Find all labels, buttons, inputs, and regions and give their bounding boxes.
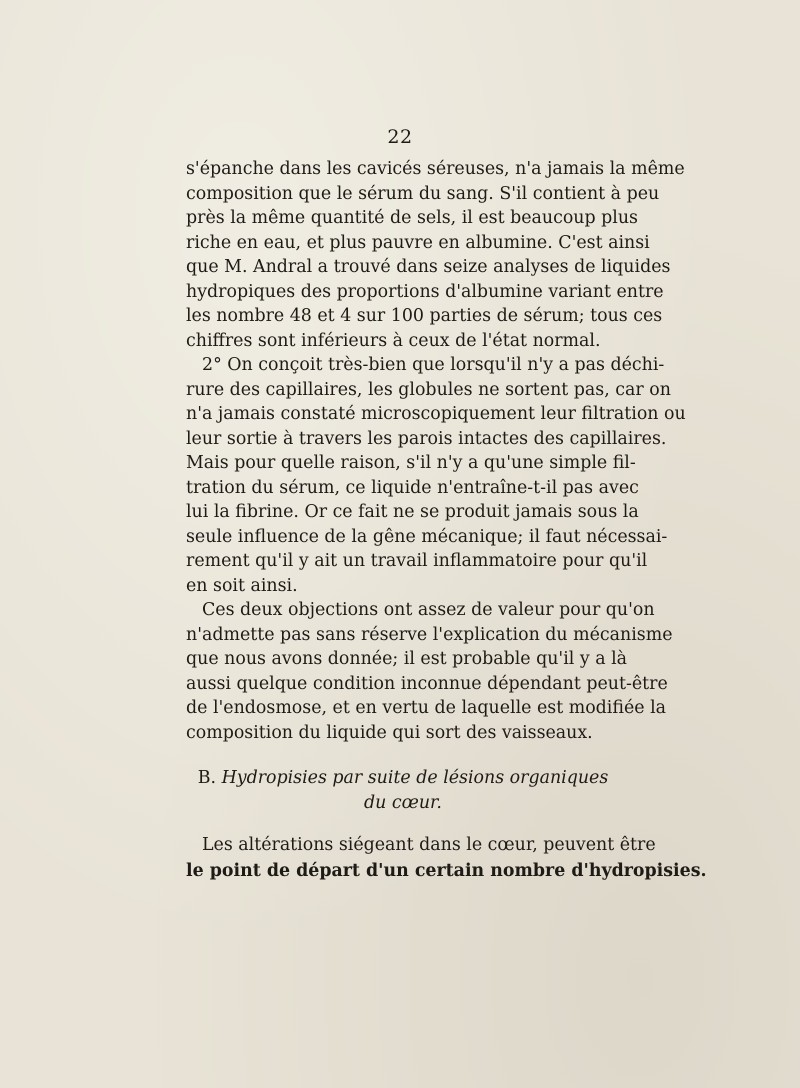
paragraph-2 <box>186 353 686 598</box>
section-heading <box>186 766 620 815</box>
paragraph-3 <box>186 598 673 745</box>
text-line: n'a jamais constaté microscopiquement leur filtration ou <box>186 404 686 424</box>
text-line: de l'endosmose, et en vertu de laquelle est modifiée la <box>186 698 667 718</box>
text-line: Les altérations siégeant dans le cœur, peuvent être <box>202 835 656 855</box>
body-text <box>186 157 686 745</box>
text-line: Ces deux objections ont assez de valeur pour qu'on <box>202 600 655 620</box>
heading-prefix: B. <box>197 768 217 788</box>
heading-line-2: du cœur. <box>364 792 442 813</box>
text-line: rement qu'il y ait un travail inflammatoire pour qu'il <box>186 551 648 571</box>
paragraph-1 <box>186 157 685 353</box>
text-line: près la même quantité de sels, il est beaucoup plus <box>186 208 638 228</box>
text-line: lui la fibrine. Or ce fait ne se produit jamais sous la <box>186 502 639 522</box>
text-line: hydropiques des proportions d'albumine variant entre <box>186 281 664 302</box>
text-line: 2° On conçoit très-bien que lorsqu'il n'y a pas déchi- <box>202 355 665 375</box>
text-line: les nombre 48 et 4 sur 100 parties de sérum; tous ces <box>186 306 663 326</box>
text-line: aussi quelque condition inconnue dépendant peut-être <box>186 673 668 694</box>
text-line: n'admette pas sans réserve l'explication du mécanisme <box>186 624 673 645</box>
text-line: en soit ainsi. <box>186 575 298 596</box>
text-line: rure des capillaires, les globules ne sortent pas, car on <box>186 379 671 400</box>
text-line: leur sortie à travers les parois intactes des capillaires. <box>186 428 667 449</box>
heading-line-1 <box>186 766 620 791</box>
heading-title: Hydropisies par suite de lésions organiques <box>221 768 609 788</box>
text-line: que M. Andral a trouvé dans seize analyses de liquides <box>186 257 671 277</box>
text-line: composition que le sérum du sang. S'il contient à peu <box>186 183 660 204</box>
page-number: 22 <box>387 126 413 148</box>
text-line: seule influence de la gêne mécanique; il faut nécessai- <box>186 526 668 547</box>
text-line: riche en eau, et plus pauvre en albumine. C'est ainsi <box>186 232 650 253</box>
text-line: tration du sérum, ce liquide n'entraîne-t-il pas avec <box>186 477 639 498</box>
text-line: chiffres sont inférieurs à ceux de l'état normal. <box>186 330 601 351</box>
text-line: s'épanche dans les cavicés séreuses, n'a jamais la même <box>186 159 685 179</box>
text-line: Mais pour quelle raison, s'il n'y a qu'une simple fil- <box>186 453 636 473</box>
closing-paragraph <box>186 832 707 884</box>
text-line: le point de départ d'un certain nombre d'hydropisies. <box>186 861 707 881</box>
text-line: que nous avons donnée; il est probable qu'il y a là <box>186 649 628 669</box>
text-line: composition du liquide qui sort des vaisseaux. <box>186 722 593 743</box>
